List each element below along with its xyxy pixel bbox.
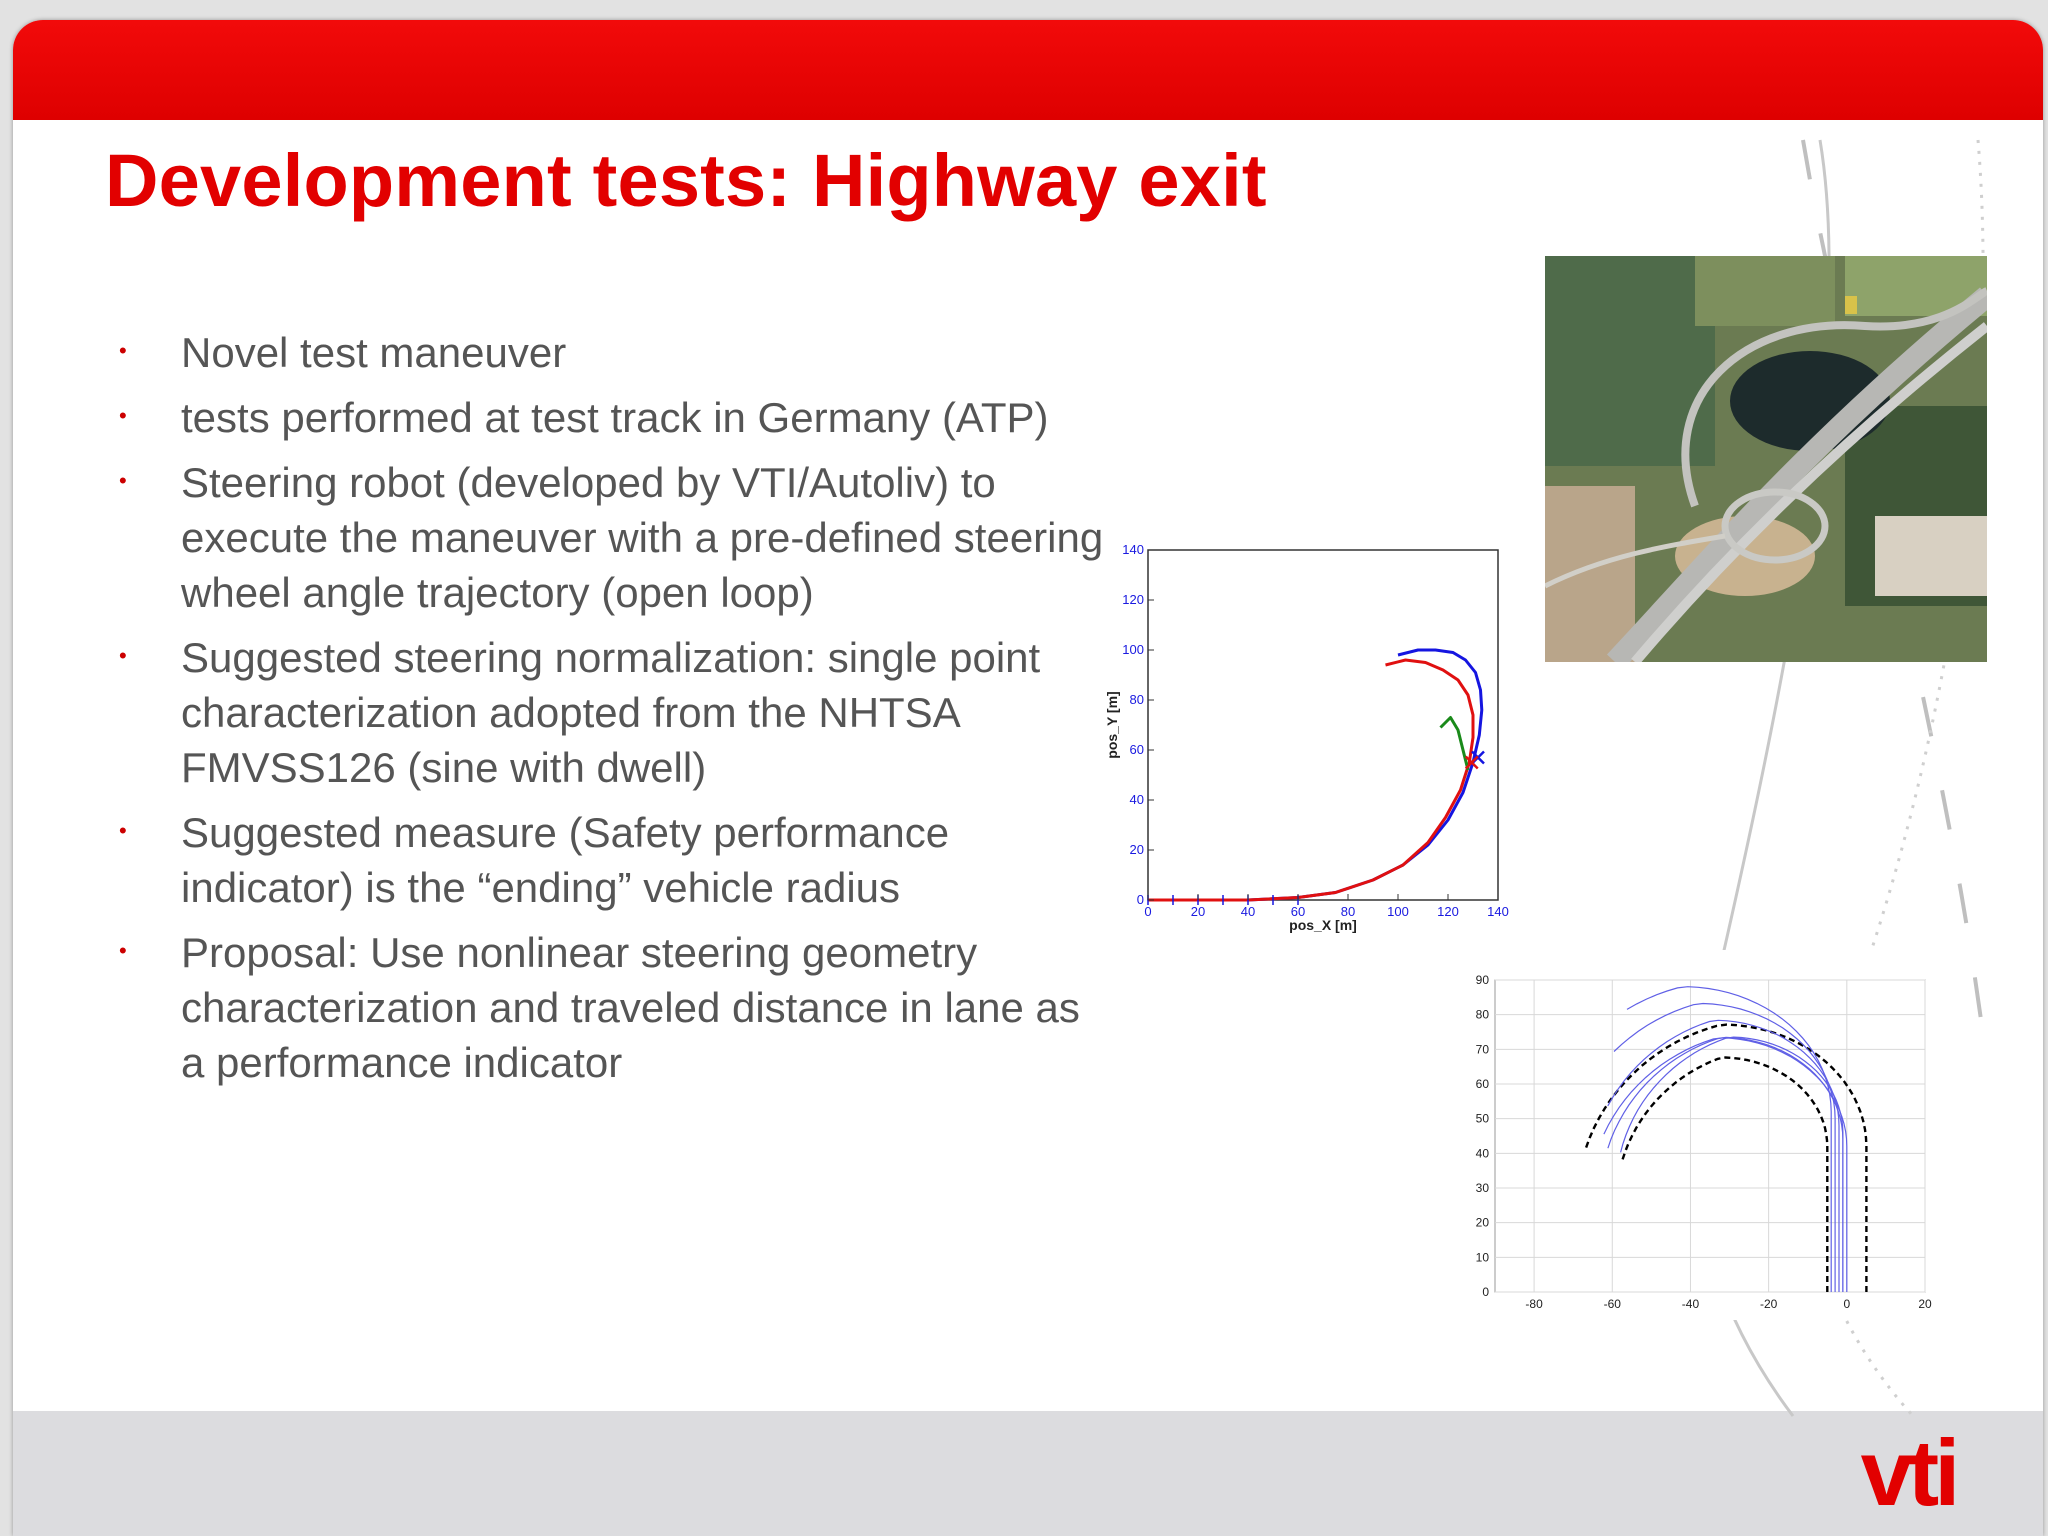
bullet-text: Novel test maneuver	[181, 329, 567, 376]
x-tick-label: 20	[1918, 1297, 1932, 1311]
path-comparison-chart	[1453, 950, 1939, 1320]
lane-boundary-line	[1623, 1058, 1828, 1293]
bullet-item	[105, 325, 1105, 380]
bullet-text: Suggested steering normalization: single point characterization adopted from the NHTSA FMVSS126 (sine with dwell)	[181, 634, 1041, 791]
trajectory-line-2	[1441, 718, 1469, 771]
vehicle-path-line	[1614, 1004, 1835, 1293]
lane-boundary-line	[1586, 1025, 1867, 1292]
slide	[13, 20, 2043, 1536]
x-tick-label: -20	[1759, 1297, 1778, 1311]
bullet-list	[105, 325, 1105, 1100]
y-tick-label: 60	[1475, 1077, 1489, 1091]
slide-title: Development tests: Highway exit	[105, 139, 1267, 222]
x-tick-label: 0	[1843, 1297, 1851, 1311]
y-tick-label: 0	[1136, 892, 1144, 907]
x-tick-label: 20	[1190, 904, 1206, 919]
aerial-photo-highway-interchange	[1545, 256, 1987, 662]
x-tick-label: 100	[1387, 904, 1409, 919]
vehicle-path-line	[1604, 1038, 1847, 1292]
bullet-text: Suggested measure (Safety performance indicator) is the “ending” vehicle radius	[181, 809, 950, 911]
y-tick-label: 70	[1475, 1042, 1489, 1057]
y-tick-label: 30	[1475, 1181, 1489, 1195]
vehicle-path-line	[1627, 987, 1831, 1292]
y-tick-label: 80	[1129, 692, 1144, 707]
y-tick-label: 50	[1475, 1111, 1489, 1126]
y-tick-label: 20	[1129, 842, 1144, 857]
y-tick-label: 40	[1475, 1146, 1489, 1161]
x-tick-label: 120	[1437, 904, 1459, 919]
x-tick-label: 60	[1290, 904, 1306, 919]
bullet-dot-icon: •	[119, 403, 127, 428]
x-tick-label: -40	[1681, 1297, 1700, 1311]
bullet-item	[105, 455, 1105, 620]
bullet-item	[105, 805, 1105, 915]
bullet-dot-icon: •	[119, 468, 127, 493]
x-tick-label: 80	[1340, 904, 1356, 919]
y-tick-label: 90	[1475, 973, 1489, 987]
y-tick-label: 120	[1122, 592, 1144, 607]
y-axis-label: pos_Y [m]	[1104, 691, 1120, 759]
y-tick-label: 40	[1129, 792, 1144, 807]
y-tick-label: 100	[1122, 642, 1144, 657]
bullet-dot-icon: •	[119, 938, 127, 963]
trajectory-chart	[1103, 520, 1543, 945]
x-tick-label: 140	[1487, 904, 1509, 919]
vti-logo-text: vti	[1860, 1425, 1956, 1515]
bullet-text: tests performed at test track in Germany (ATP)	[181, 394, 1049, 441]
y-tick-label: 20	[1475, 1215, 1489, 1230]
vti-logo	[1838, 1425, 1978, 1515]
y-tick-label: 60	[1129, 742, 1144, 757]
bullet-text: Steering robot (developed by VTI/Autoliv) to execute the maneuver with a pre-defined steering wheel angle trajectory (open loop)	[181, 459, 1104, 616]
y-tick-label: 80	[1475, 1007, 1489, 1022]
trajectory-line-1	[1148, 660, 1473, 900]
bullet-item	[105, 390, 1105, 445]
y-tick-label: 140	[1122, 542, 1144, 557]
bullet-item	[105, 925, 1105, 1090]
x-tick-label: 0	[1144, 904, 1152, 919]
x-tick-label: -80	[1525, 1297, 1543, 1311]
x-tick-label: -60	[1603, 1297, 1621, 1311]
plot-frame	[1495, 980, 1925, 1292]
vehicle-path-line	[1608, 1037, 1843, 1292]
y-tick-label: 0	[1482, 1285, 1489, 1299]
bullet-dot-icon: •	[119, 338, 127, 363]
x-tick-label: 40	[1240, 904, 1256, 919]
y-tick-label: 10	[1475, 1250, 1489, 1265]
bullet-dot-icon: •	[119, 643, 127, 668]
chart-frame	[1148, 550, 1498, 900]
bullet-dot-icon: •	[119, 818, 127, 843]
bullet-item	[105, 630, 1105, 795]
x-axis-label: pos_X [m]	[1289, 917, 1357, 933]
trajectory-line-0	[1148, 650, 1482, 900]
bullet-text: Proposal: Use nonlinear steering geometry characterization and traveled distance in lane as a performance indicator	[181, 929, 1080, 1086]
